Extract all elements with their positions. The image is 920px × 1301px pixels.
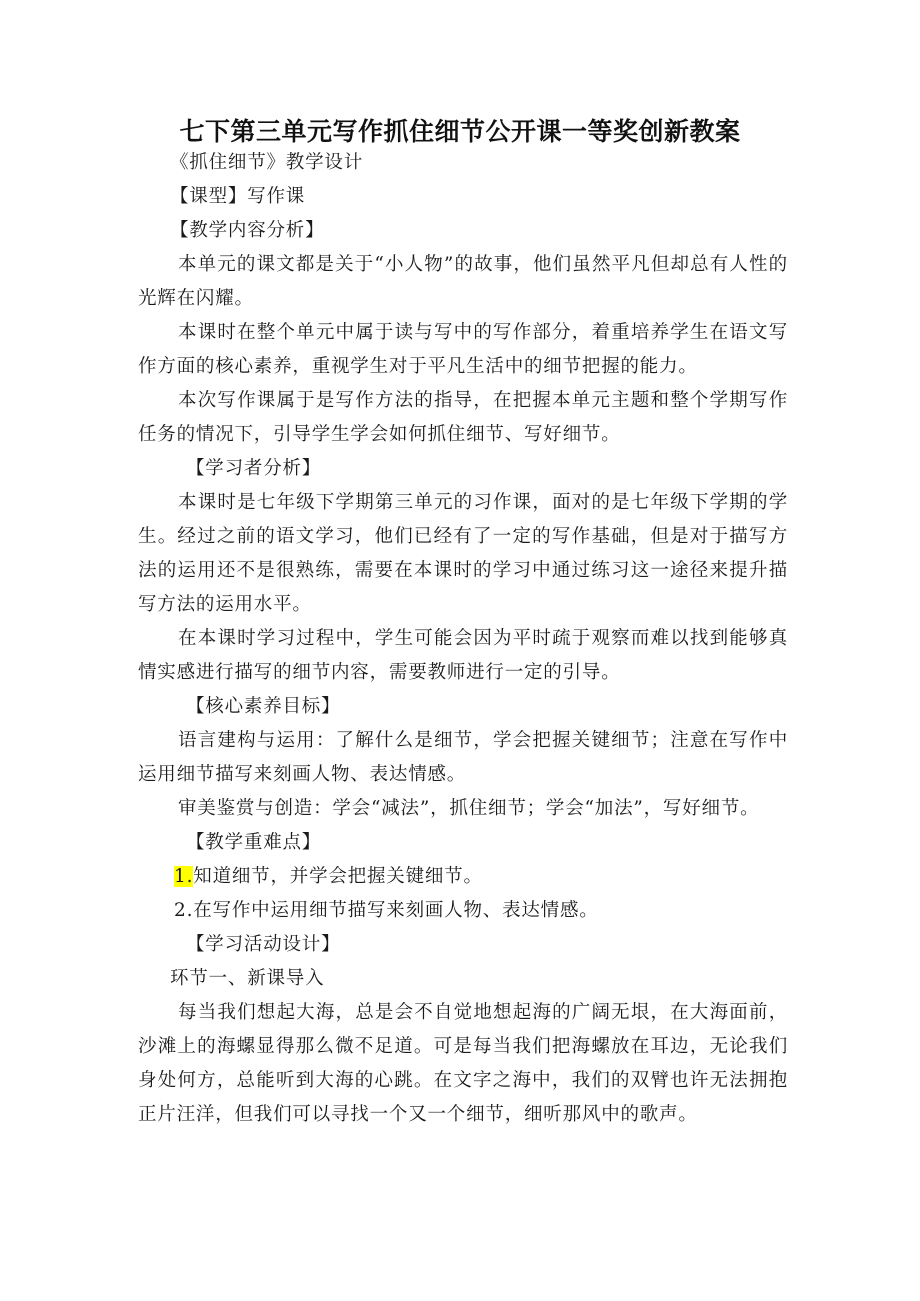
paragraph: 语言建构与运用：了解什么是细节，学会把握关键细节；注意在写作中运用细节描写来刻画人物、表达情感。 bbox=[138, 730, 788, 785]
paragraph: 本次写作课属于是写作方法的指导，在把握本单元主题和整个学期写作任务的情况下，引导学生学会如何抓住细节、写好细节。 bbox=[138, 390, 788, 445]
paragraph: 在本课时学习过程中，学生可能会因为平时疏于观察而难以找到能够真情实感进行描写的细节内容，需要教师进行一定的引导。 bbox=[138, 628, 788, 683]
list-item-text: 在写作中运用细节描写来刻画人物、表达情感。 bbox=[193, 900, 599, 921]
section-heading-learner-analysis: 【学习者分析】 bbox=[186, 458, 322, 479]
document-body bbox=[138, 146, 788, 1132]
paragraph: 本课时是七年级下学期第三单元的习作课，面对的是七年级下学期的学生。经过之前的语文学习，他们已经有了一定的写作基础，但是对于描写方法的运用还不是很熟练，需要在本课时的学习中通过练习这一途径来提升描写方法的运用水平。 bbox=[138, 492, 788, 615]
list-item-number: 2. bbox=[174, 900, 194, 921]
section-heading-content-analysis: 【教学内容分析】 bbox=[170, 220, 325, 241]
paragraph: 本单元的课文都是关于“小人物”的故事，他们虽然平凡但却总有人性的光辉在闪耀。 bbox=[138, 254, 788, 309]
paragraph: 审美鉴赏与创造：学会“减法”，抓住细节；学会“加法”，写好细节。 bbox=[178, 798, 760, 819]
paragraph: 每当我们想起大海，总是会不自觉地想起海的广阔无垠，在大海面前，沙滩上的海螺显得那么微不足道。可是每当我们把海螺放在耳边，无论我们身处何方，总能听到大海的心跳。在文字之海中，我们的双臂也许无法拥抱正片汪洋，但我们可以寻找一个又一个细节，细听那风中的歌声。 bbox=[138, 1002, 788, 1125]
step-title: 环节一、新课导入 bbox=[170, 968, 325, 989]
highlighted-number: 1. bbox=[174, 866, 194, 887]
list-item bbox=[138, 894, 788, 928]
list-item bbox=[138, 860, 788, 894]
lesson-type: 【课型】写作课 bbox=[170, 186, 306, 207]
list-item-text: 知道细节，并学会把握关键细节。 bbox=[193, 866, 483, 887]
section-heading-activity-design: 【学习活动设计】 bbox=[186, 934, 341, 955]
lesson-subtitle: 《抓住细节》教学设计 bbox=[170, 152, 364, 173]
document-title: 七下第三单元写作抓住细节公开课一等奖创新教案 bbox=[179, 117, 741, 146]
section-heading-core-goals: 【核心素养目标】 bbox=[186, 696, 341, 717]
paragraph: 本课时在整个单元中属于读与写中的写作部分，着重培养学生在语文写作方面的核心素养，重视学生对于平凡生活中的细节把握的能力。 bbox=[138, 322, 788, 377]
section-heading-key-points: 【教学重难点】 bbox=[186, 832, 322, 853]
